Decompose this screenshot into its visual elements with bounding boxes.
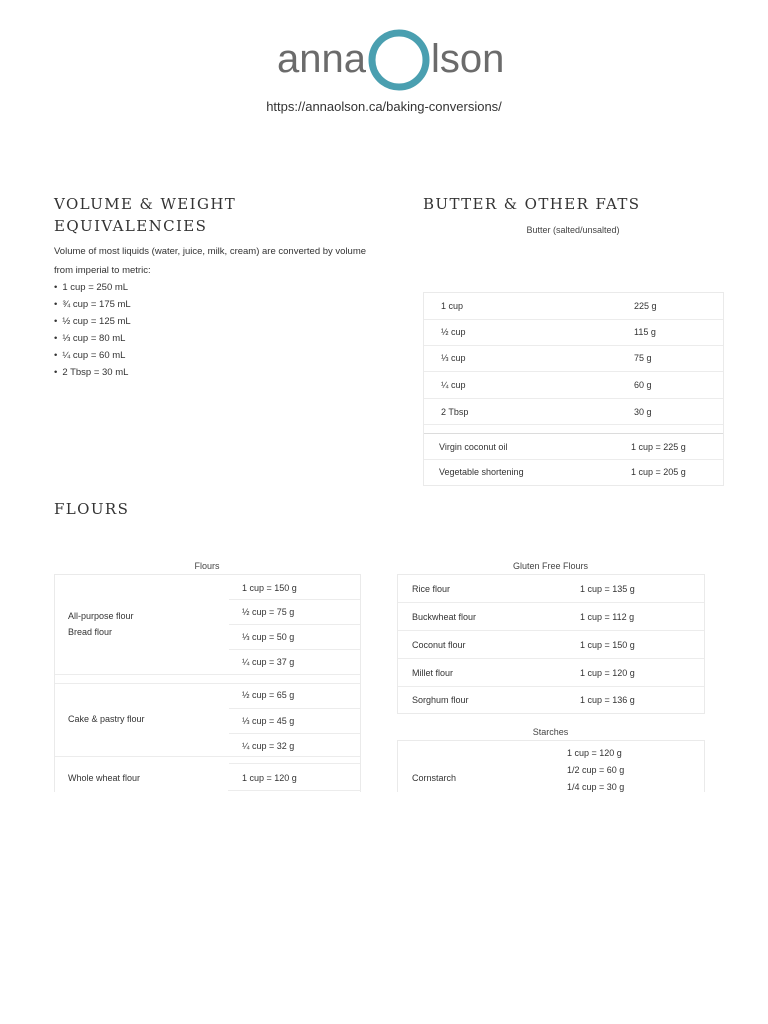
starch-name: Cornstarch <box>412 773 457 783</box>
butter-amount: ½ cup <box>441 327 466 337</box>
table-row <box>398 603 704 631</box>
butter-weight: 75 g <box>634 353 652 363</box>
table-row <box>424 372 723 399</box>
starch-value: 1 cup = 120 g <box>567 748 622 758</box>
volume-heading-line2: EQUIVALENCIES <box>54 217 208 235</box>
table-row <box>55 763 360 793</box>
gf-flour-value: 1 cup = 135 g <box>580 584 635 594</box>
list-item: • ½ cup = 125 mL <box>54 313 131 330</box>
flour-name: All-purpose flour <box>68 611 134 621</box>
anna-olson-logo <box>0 26 768 94</box>
butter-weight: 30 g <box>634 407 652 417</box>
butter-amount: 2 Tbsp <box>441 407 469 417</box>
butter-caption: Butter (salted/unsalted) <box>526 225 620 235</box>
table-row <box>55 575 360 675</box>
butter-weight: 60 g <box>634 380 652 390</box>
starch-value: 1/4 cup = 30 g <box>567 782 625 792</box>
gluten-free-caption: Gluten Free Flours <box>512 561 589 571</box>
flour-value-row <box>229 709 360 734</box>
fat-value: 1 cup = 225 g <box>631 442 686 452</box>
logo-text-right: lson <box>431 37 505 81</box>
table-row <box>424 434 723 460</box>
list-item: • ⅓ cup = 80 mL <box>54 330 131 347</box>
gluten-free-table <box>397 574 705 714</box>
volume-heading-line1: VOLUME & WEIGHT <box>54 195 237 213</box>
list-item: • ¾ cup = 175 mL <box>54 296 131 313</box>
gf-flour-name: Buckwheat flour <box>412 612 477 622</box>
starches-table <box>397 740 705 792</box>
flour-name: Whole wheat flour <box>68 773 141 783</box>
logo-text-left: anna <box>277 37 366 81</box>
table-row <box>424 399 723 425</box>
flour-value-row <box>229 575 360 600</box>
flour-value: ¼ cup = 37 g <box>242 657 295 667</box>
table-row <box>398 575 704 603</box>
flour-value: 1 cup = 150 g <box>242 583 297 593</box>
butter-weight: 225 g <box>634 301 657 311</box>
table-row <box>398 631 704 659</box>
fat-name: Virgin coconut oil <box>439 442 508 452</box>
flours-heading: FLOURS <box>54 500 130 518</box>
starches-caption: Starches <box>532 727 569 737</box>
flour-value: 1 cup = 120 g <box>242 773 297 783</box>
volume-list <box>54 279 131 381</box>
flour-name: Cake & pastry flour <box>68 714 145 724</box>
flour-value: ¼ cup = 32 g <box>242 741 295 751</box>
flours-caption: Flours <box>194 561 220 571</box>
volume-intro: Volume of most liquids (water, juice, milk, cream) are converted by volume from imperial to metric: <box>54 246 367 276</box>
butter-heading: BUTTER & OTHER FATS <box>423 195 641 213</box>
butter-amount: 1 cup <box>441 301 464 311</box>
table-row <box>424 293 723 320</box>
fat-value: 1 cup = 205 g <box>631 467 686 477</box>
gf-flour-value: 1 cup = 112 g <box>580 612 635 622</box>
gf-flour-name: Rice flour <box>412 584 451 594</box>
starch-value: 1/2 cup = 60 g <box>567 765 625 775</box>
logo-ring-icon <box>372 33 426 87</box>
gf-flour-name: Sorghum flour <box>412 695 469 705</box>
flour-value: ⅓ cup = 45 g <box>242 716 295 726</box>
flour-value: ½ cup = 75 g <box>242 607 295 617</box>
flour-value-row <box>229 684 360 709</box>
source-url[interactable]: https://annaolson.ca/baking-conversions/ <box>266 99 502 114</box>
flour-value-row <box>229 734 360 757</box>
flour-value: ⅓ cup = 50 g <box>242 632 295 642</box>
list-item: • 1 cup = 250 mL <box>54 279 131 296</box>
gf-flour-value: 1 cup = 150 g <box>580 640 635 650</box>
flour-value-row <box>229 650 360 674</box>
table-row <box>398 659 704 687</box>
flour-value-row <box>229 763 360 791</box>
gf-flour-name: Coconut flour <box>412 640 466 650</box>
butter-amount: ¼ cup <box>441 380 466 390</box>
table-bottom-rule <box>228 790 361 791</box>
gf-flour-value: 1 cup = 120 g <box>580 668 635 678</box>
butter-weight: 115 g <box>634 327 656 337</box>
table-row <box>398 687 704 714</box>
gf-flour-value: 1 cup = 136 g <box>580 695 635 705</box>
table-row <box>424 320 723 346</box>
butter-table <box>423 292 724 486</box>
flours-table <box>54 574 361 792</box>
flour-value-row <box>229 625 360 650</box>
volume-heading <box>54 193 236 237</box>
table-row <box>424 460 723 486</box>
flour-value: ½ cup = 65 g <box>242 690 295 700</box>
table-divider <box>424 425 723 434</box>
table-row <box>55 683 360 757</box>
flour-value-row <box>229 600 360 625</box>
butter-amount: ⅓ cup <box>441 353 466 363</box>
gf-flour-name: Millet flour <box>412 668 454 678</box>
list-item: • ¼ cup = 60 mL <box>54 347 131 364</box>
flour-name: Bread flour <box>68 627 113 637</box>
table-row <box>424 346 723 372</box>
fat-name: Vegetable shortening <box>439 467 524 477</box>
list-item: • 2 Tbsp = 30 mL <box>54 364 131 381</box>
